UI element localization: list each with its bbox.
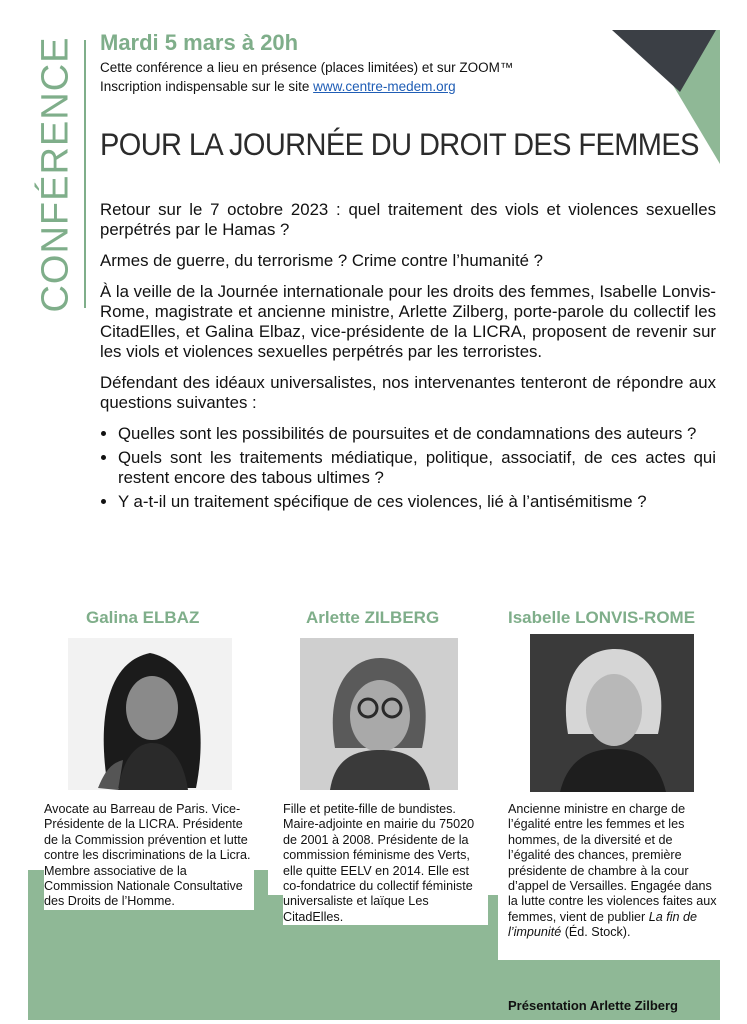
list-item: • Y a-t-il un traitement spécifique de ces violences, lié à l’antisémitisme ? [118, 492, 716, 512]
portrait-icon [300, 638, 458, 790]
list-item: • Quelles sont les possibilités de poursuites et de condamnations des auteurs ? [118, 424, 716, 444]
portrait-icon [68, 638, 232, 790]
paragraph: Retour sur le 7 octobre 2023 : quel traitement des viols et violences sexuelles perpétrés par le Hamas ? [100, 200, 716, 239]
speaker-photo-lonvis-rome [530, 634, 694, 792]
speaker-name-lonvis-rome: Isabelle LONVIS-ROME [508, 608, 696, 627]
speaker-photo-elbaz [68, 638, 232, 790]
speaker-name-zilberg: Arlette ZILBERG [306, 608, 440, 627]
event-date: Mardi 5 mars à 20h [100, 30, 299, 55]
speaker-bio-lonvis-rome [508, 802, 718, 941]
portrait-icon [530, 634, 694, 792]
paragraph: Armes de guerre, du terrorisme ? Crime contre l’humanité ? [100, 251, 544, 270]
book-title: La fin de l’impunité [508, 909, 698, 940]
event-format-line: Cette conférence a lieu en présence (places limitées) et sur ZOOM™ [100, 60, 514, 75]
side-label: CONFÉRENCE [34, 35, 77, 313]
speaker-name-elbaz: Galina ELBAZ [86, 608, 200, 627]
paragraph: À la veille de la Journée internationale pour les droits des femmes, Isabelle Lonvis-Rome, magistrate et ancienne ministre, Arlette Zilberg, porte-parole du collectif les CitadElles, et Galina Elbaz, vice-présidente de la LICRA, proposent de revenir sur les viols et violences sexuelles perpétrés par les terroristes. [100, 282, 716, 361]
website-link[interactable]: www.centre-medem.org [313, 79, 456, 94]
event-info [100, 58, 513, 96]
speaker-photo-zilberg [300, 638, 458, 790]
presentation-credit: Présentation Arlette Zilberg [508, 998, 678, 1013]
page-title: POUR LA JOURNÉE DU DROIT DES FEMMES [100, 128, 699, 163]
speaker-bio-elbaz: Avocate au Barreau de Paris. Vice-Présidente de la LICRA. Présidente de la Commission prévention et lutte contre les discriminations de la Licra. Membre associative de la Commission Nationale Consultative des Droits de l’Homme. [44, 802, 254, 910]
registration-text: Inscription indispensable sur le site [100, 79, 314, 94]
bio-text-end: (Éd. Stock). [561, 925, 631, 940]
question-list [100, 424, 716, 512]
side-divider [84, 40, 86, 308]
registration-line [100, 77, 513, 96]
bio-text: Ancienne ministre en charge de l’égalité entre les femmes et les hommes, de la diversité et de l’égalité des chances, première présidente de chambre à la cour d’appel de Versailles. Engagée dans la lutte contre les violences faites aux femmes, vient de publier [508, 802, 717, 924]
list-item: • Quels sont les traitements médiatique, politique, associatif, de ces actes qui restent encore des tabous ultimes ? [118, 448, 716, 488]
main-text [100, 200, 716, 516]
speaker-bio-zilberg: Fille et petite-fille de bundistes. Maire-adjointe en mairie du 75020 de 2001 à 2008. Présidente de la commission féminisme des Verts, elle quitte EELV en 2014. Elle est co-fondatrice du collectif féministe universaliste et laïque Les CitadElles. [283, 802, 488, 925]
paragraph: Défendant des idéaux universalistes, nos intervenantes tenteront de répondre aux questions suivantes : [100, 373, 716, 412]
